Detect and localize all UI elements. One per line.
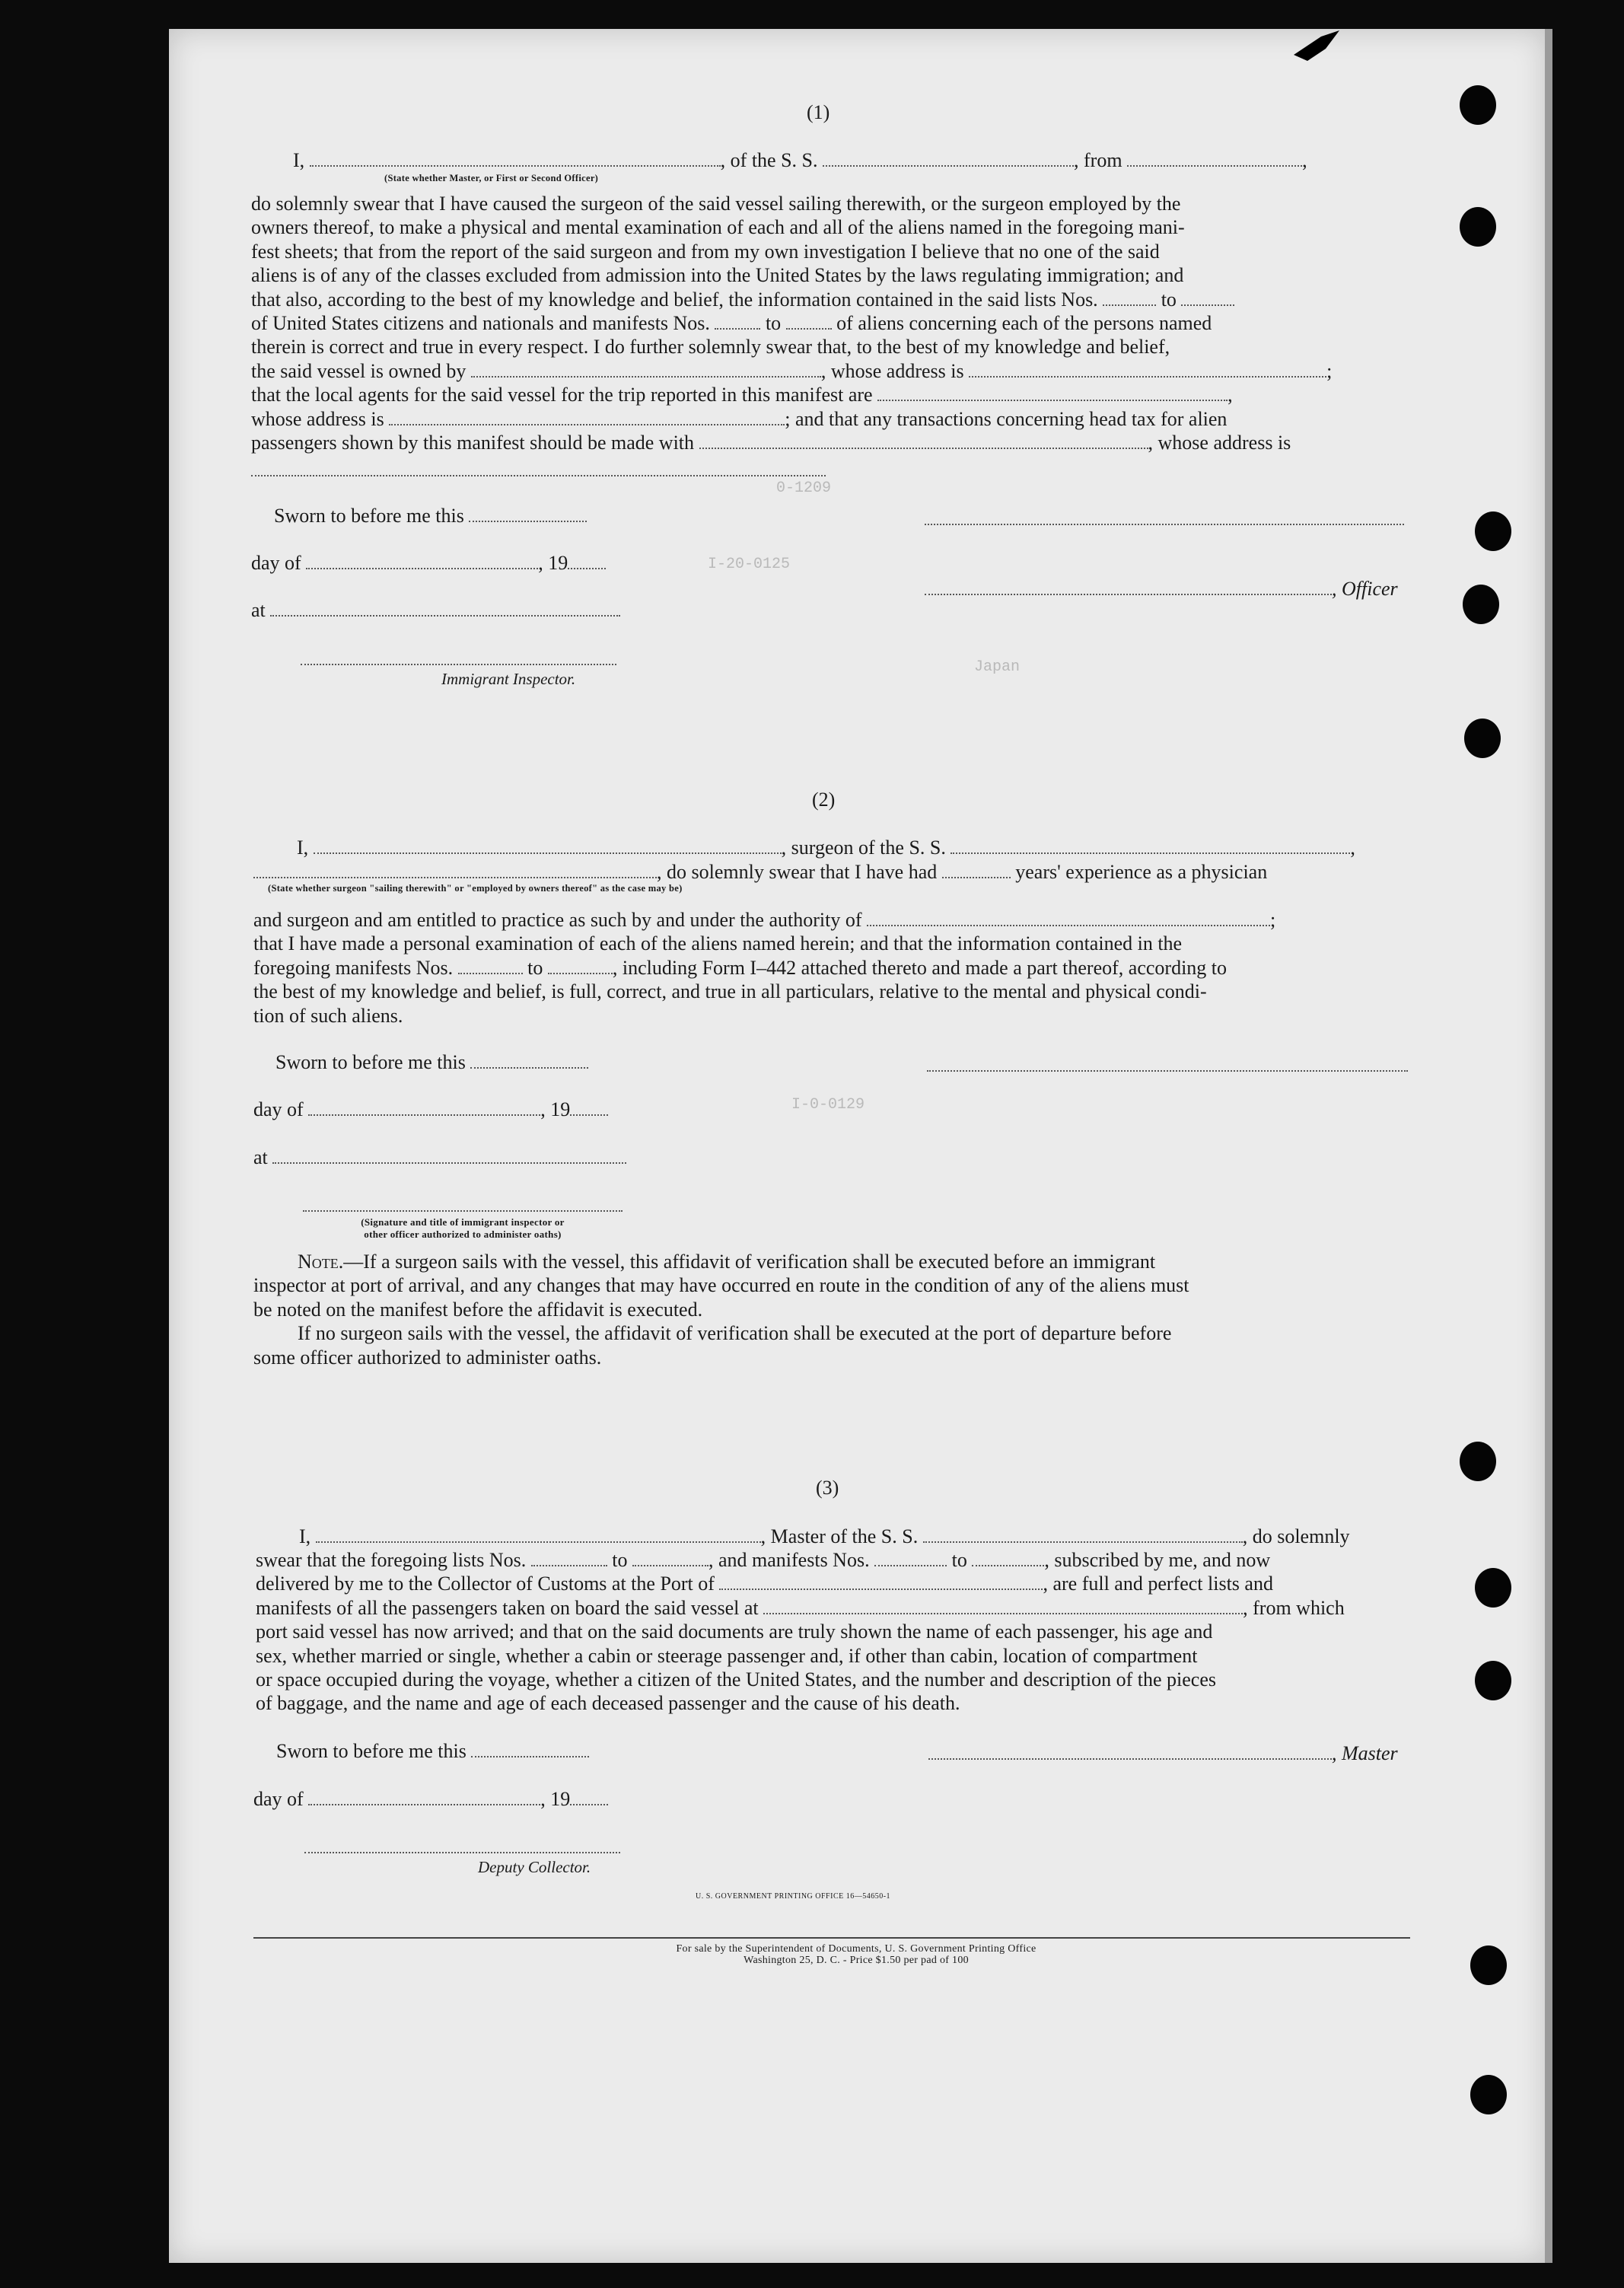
text: , including Form I–442 attached thereto and made a part thereof, according to [612, 956, 1228, 979]
sworn-day-field[interactable] [469, 504, 587, 522]
para-line: owners thereof, to make a physical and mental examination of each and all of the aliens named in the foregoing mani- [251, 216, 1185, 239]
text: , whose address is [1148, 432, 1291, 454]
text: day of [253, 1788, 304, 1810]
from-port-field[interactable] [1127, 148, 1302, 167]
vessel-name-field-2[interactable] [951, 836, 1350, 854]
section-2-heading: (2) [812, 789, 836, 811]
agents-address-field[interactable] [389, 407, 785, 425]
text: other officer authorized to administer oaths) [364, 1228, 562, 1240]
text: manifests of all the passengers taken on board the said vessel at [256, 1596, 759, 1619]
para-line: the best of my knowledge and belief, is full, correct, and true in all particulars, relative to the mental and physical condi- [253, 980, 1207, 1003]
para-line: foregoing manifests Nos. [253, 956, 454, 979]
show-through-text: 0-1209 [776, 480, 832, 497]
text: Washington 25, D. C. - Price $1.50 per pad of 100 [744, 1955, 969, 1966]
section-1-heading: (1) [807, 101, 830, 123]
punch-hole [1470, 1945, 1507, 1985]
punch-hole [1460, 1442, 1496, 1481]
text: , from [1074, 149, 1122, 171]
para-line: that the local agents for the said vessel for the trip reported in this manifest are [251, 384, 873, 406]
officer-signature [925, 577, 1398, 601]
text: , 19 [540, 1788, 571, 1810]
at-line-2 [253, 1146, 626, 1169]
owner-field[interactable] [471, 359, 821, 378]
master-signature-field[interactable] [928, 1741, 1332, 1760]
vessel-name-field-3[interactable] [923, 1525, 1243, 1543]
surgeon-status-field[interactable] [253, 860, 657, 878]
text: at [251, 599, 266, 621]
year-field-2[interactable] [570, 1098, 608, 1116]
page-edge [1545, 29, 1552, 2263]
port-field[interactable] [719, 1572, 1043, 1590]
text: For sale by the Superintendent of Documents, U. S. Government Printing Office [676, 1943, 1036, 1955]
master-label: , Master [1332, 1742, 1398, 1764]
section-1-line-1 [293, 148, 1307, 172]
text: , [1302, 149, 1307, 171]
text: I, [299, 1525, 311, 1547]
para-line: aliens is of any of the classes excluded from admission into the United States by the laws regulating immigration; and [251, 264, 1184, 287]
text: at [253, 1146, 268, 1168]
para-line: inspector at port of arrival, and any changes that may have occurred en route in the condition of any of the aliens must [253, 1274, 1189, 1297]
note-block [253, 1250, 1189, 1369]
section-3-line-1 [299, 1525, 1350, 1548]
text: , surgeon of the S. S. [781, 836, 946, 859]
punch-hole [1463, 585, 1499, 624]
day-of-line-3 [253, 1787, 608, 1811]
show-through-text: I-0-0129 [791, 1096, 865, 1114]
footer-rule [253, 1937, 1410, 1939]
para-line: passengers shown by this manifest should be made with [251, 432, 695, 454]
section-2-line-1 [297, 836, 1355, 859]
officer-field[interactable] [310, 148, 721, 167]
collector-signature-line[interactable] [304, 1852, 620, 1853]
lists-to-field[interactable] [1181, 288, 1234, 306]
lists-from-field[interactable] [1103, 288, 1156, 306]
para-line: tion of such aliens. [253, 1004, 403, 1027]
show-through-text: I-20-0125 [708, 556, 791, 573]
text: , do solemnly [1242, 1525, 1350, 1547]
para-line: do solemnly swear that I have caused the surgeon of the said vessel sailing therewith, or the surgeon employed by the [251, 193, 1181, 215]
inspector-label: Immigrant Inspector. [441, 670, 576, 688]
sworn-day-field-2[interactable] [470, 1050, 588, 1069]
para-line: fest sheets; that from the report of the said surgeon and from my own investigation I believe that no one of the said [251, 240, 1160, 263]
text: , of the S. S. [720, 149, 818, 171]
punch-hole [1475, 511, 1511, 551]
year-field-3[interactable] [570, 1787, 608, 1805]
punch-hole [1470, 2075, 1507, 2114]
owner-address-field[interactable] [969, 359, 1326, 378]
manifests-to-field-2[interactable] [548, 956, 613, 974]
section-3-heading: (3) [816, 1477, 839, 1499]
text: years' experience as a physician [1015, 861, 1268, 883]
authority-field[interactable] [867, 908, 1270, 926]
years-field[interactable] [942, 860, 1011, 878]
sig-note [303, 1216, 623, 1241]
para-line: whose address is [251, 407, 384, 430]
para-line: some officer authorized to administer oaths. [253, 1346, 602, 1369]
year-field[interactable] [568, 551, 606, 569]
day-of-line [251, 551, 606, 575]
text: I, [297, 836, 309, 859]
collector-label: Deputy Collector. [478, 1858, 591, 1876]
officer-note: (State whether Master, or First or Second Officer) [384, 173, 599, 183]
text: day of [251, 552, 301, 574]
embark-port-field[interactable] [763, 1596, 1243, 1614]
officer-signature-field[interactable] [925, 577, 1332, 595]
gpo-imprint: U. S. GOVERNMENT PRINTING OFFICE 16—54650-1 [696, 1892, 891, 1901]
text: swear that the foregoing lists Nos. [256, 1549, 527, 1571]
manifests-to-field-3[interactable] [972, 1548, 1044, 1566]
sworn-day-field-3[interactable] [471, 1739, 589, 1757]
place-field[interactable] [270, 598, 620, 617]
text: , and manifests Nos. [709, 1549, 870, 1571]
manifests-from-field[interactable] [715, 311, 760, 330]
section-3-para [256, 1548, 1345, 1716]
address-continuation-line[interactable] [251, 475, 826, 476]
text: , 19 [538, 552, 568, 574]
show-through-text: Japan [974, 658, 1021, 676]
day-of-line-2 [253, 1098, 608, 1121]
text: Sworn to before me this [276, 1740, 467, 1762]
text: —If a surgeon sails with the vessel, this affidavit of verification shall be executed before an immigrant [343, 1251, 1156, 1273]
note-label: Note. [298, 1251, 344, 1273]
text: to [612, 1549, 628, 1571]
master-name-field[interactable] [316, 1525, 761, 1543]
text: , whose address is [820, 359, 964, 382]
inspector-signature-line-2[interactable] [303, 1210, 623, 1212]
punch-hole [1464, 719, 1501, 758]
para-line: the said vessel is owned by [251, 359, 467, 382]
month-field-3[interactable] [308, 1787, 540, 1805]
para-line: and surgeon and am entitled to practice as such by and under the authority of [253, 909, 862, 931]
text: , Master of the S. S. [760, 1525, 919, 1547]
place-field-2[interactable] [272, 1146, 626, 1164]
text: ; and that any transactions concerning head tax for alien [785, 407, 1228, 430]
punch-hole [1475, 1568, 1511, 1608]
month-field-2[interactable] [308, 1098, 540, 1116]
text: , 19 [540, 1098, 571, 1120]
text: , [1350, 836, 1355, 859]
vessel-name-field[interactable] [823, 148, 1074, 167]
para-line: or space occupied during the voyage, whether a citizen of the United States, and the number and description of the pieces [256, 1668, 1217, 1691]
text: Sworn to before me this [274, 505, 464, 527]
para-line: that I have made a personal examination of each of the aliens named herein; and that the information contained in the [253, 932, 1183, 955]
local-agents-field[interactable] [877, 383, 1228, 401]
para-line: If no surgeon sails with the vessel, the affidavit of verification shall be executed at the port of departure before [298, 1322, 1172, 1345]
at-line [251, 598, 620, 622]
para-line: sex, whether married or single, whether a cabin or steerage passenger and, if other than cabin, location of compartment [256, 1644, 1198, 1667]
signature-line[interactable] [925, 524, 1404, 525]
sworn-line [274, 504, 587, 527]
text: to [951, 1549, 967, 1571]
manifests-to-field[interactable] [786, 311, 832, 330]
text: delivered by me to the Collector of Customs at the Port of [256, 1573, 715, 1595]
section-2-line-2 [253, 860, 1267, 884]
punch-hole [1460, 85, 1496, 125]
sale-notice [457, 1943, 1256, 1966]
manifests-from-field-2[interactable] [458, 956, 523, 974]
master-signature [928, 1741, 1398, 1765]
surgeon-signature-line[interactable] [927, 1070, 1408, 1072]
para-line: of United States citizens and nationals and manifests Nos. [251, 312, 710, 335]
text: to [765, 312, 782, 335]
punch-hole [1475, 1661, 1511, 1700]
text: (Signature and title of immigrant inspector or [361, 1216, 565, 1228]
manifests-from-field-3[interactable] [874, 1548, 947, 1566]
para-line: of baggage, and the name and age of each deceased passenger and the cause of his death. [256, 1692, 960, 1715]
text: , from which [1243, 1596, 1345, 1619]
section-1-para: do solemnly swear that I have caused the surgeon of the said vessel sailing therewith, or the surgeon employed by the owners thereof, to make a physical and mental examination of each and all of the aliens named in the foregoing mani- fest sheets; that from the report of the said surgeon and from my own investigation I believe that no one of the said aliens is of any of the classes excluded from admission into the United States by the laws regulating immigration; and that also, according to the best of my knowledge and belief, the information contained in the said lists Nos. to of United States citizens and nationals and manifests Nos. to of aliens concerning each of the persons named therein is correct and true in every respect. I do further solemnly swear that, to the best of my knowledge and belief, the said vessel is owned by , whose address is ; that the local agents for the said vessel for the trip reported in this manifest are , whose address is ; and that any transactions concerning head tax for alien passengers shown by this manifest should be made with , whose address is [251, 193, 1333, 454]
text: day of [253, 1098, 304, 1120]
punch-hole [1460, 207, 1496, 247]
text: , are full and perfect lists and [1043, 1573, 1273, 1595]
para-line: therein is correct and true in every respect. I do further solemnly swear that, to the best of my knowledge and belief, [251, 336, 1170, 358]
text: to [1161, 288, 1177, 311]
lists-to-field-3[interactable] [632, 1548, 709, 1566]
lists-from-field-3[interactable] [531, 1548, 607, 1566]
text: to [527, 956, 543, 979]
para-line: port said vessel has now arrived; and that on the said documents are truly shown the name of each passenger, his age and [256, 1620, 1213, 1643]
para-line: be noted on the manifest before the affidavit is executed. [253, 1298, 703, 1321]
text: of aliens concerning each of the persons named [836, 312, 1212, 335]
month-field[interactable] [306, 551, 538, 569]
text: Sworn to before me this [275, 1051, 466, 1073]
sworn-line-3 [276, 1739, 589, 1763]
head-tax-party-field[interactable] [699, 431, 1148, 449]
section-2-para: and surgeon and am entitled to practice as such by and under the authority of ; that I have made a personal examination of each of the aliens named herein; and that the information contained in the foregoing manifests Nos. to , including Form I–442 attached thereto and made a part thereof, according to the best of my knowledge and belief, is full, correct, and true in all particulars, relative to the mental and physical condi- tion of such aliens. [253, 909, 1276, 1027]
text: I, [293, 149, 305, 171]
text: , do solemnly swear that I have had [657, 861, 938, 883]
sworn-line-2 [275, 1050, 588, 1074]
surgeon-name-field[interactable] [314, 836, 782, 854]
officer-label: , Officer [1332, 578, 1398, 600]
para-line: that also, according to the best of my knowledge and belief, the information contained in the said lists Nos. [251, 288, 1098, 311]
surgeon-status-note: (State whether surgeon "sailing therewith" or "employed by owners thereof" as the case may be) [268, 883, 683, 894]
text: , subscribed by me, and now [1044, 1549, 1271, 1571]
inspector-signature-line[interactable] [301, 664, 616, 665]
